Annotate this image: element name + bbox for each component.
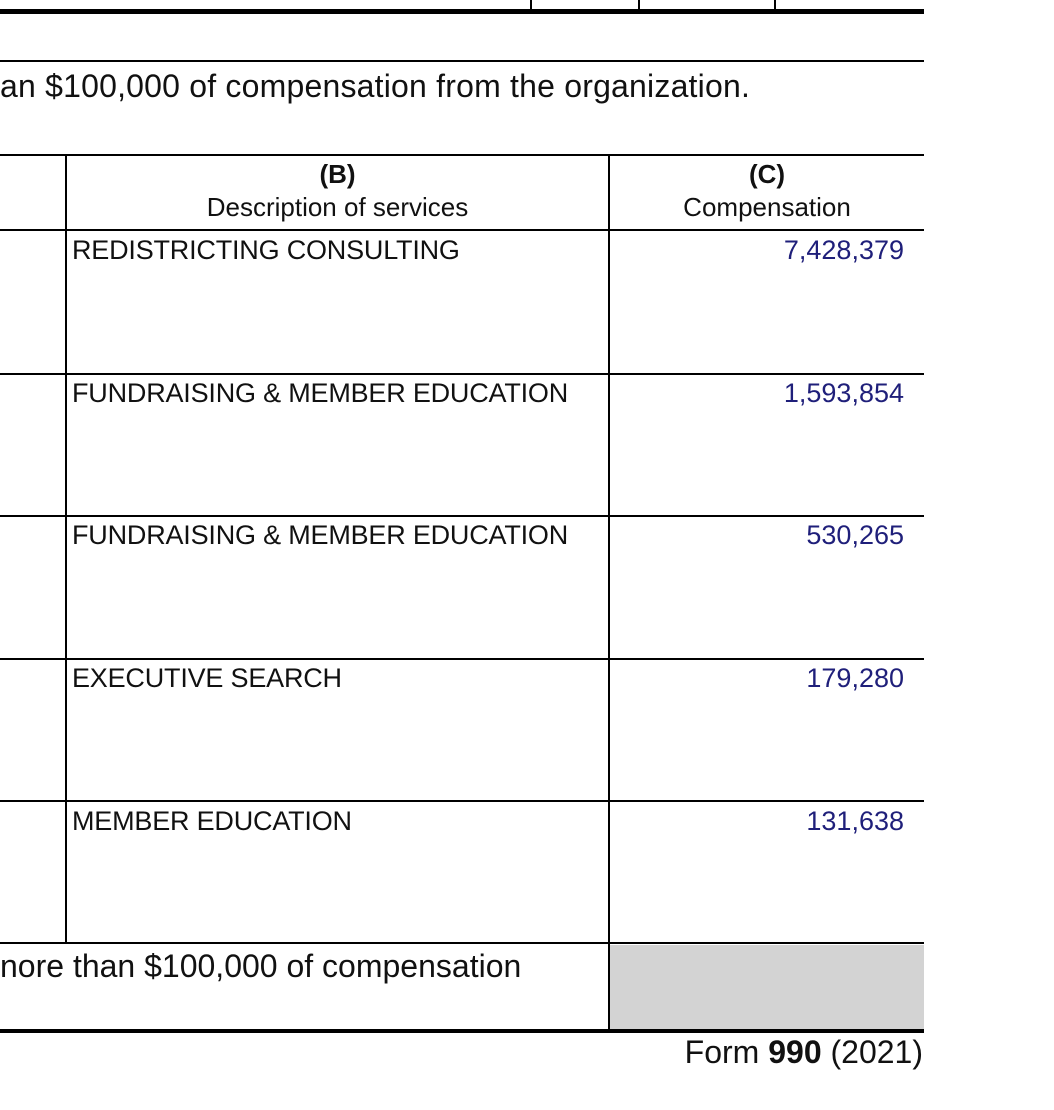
- table-bottom-thick-rule: [0, 1029, 924, 1033]
- shaded-cell: [610, 945, 924, 1030]
- section-rule: [0, 60, 924, 62]
- form-number: 990: [768, 1034, 822, 1070]
- column-header-description: [67, 160, 608, 225]
- section-intro-text: an $100,000 of compensation from the organization.: [0, 68, 751, 104]
- row-divider: [0, 658, 924, 660]
- row-compensation: 530,265: [806, 520, 904, 550]
- column-label-description: Description of services: [206, 191, 469, 222]
- row-compensation: 7,428,379: [783, 235, 904, 265]
- column-label-compensation: Compensation: [683, 191, 851, 222]
- table-body-bottom-border: [0, 942, 924, 944]
- form-year: (2021): [830, 1034, 923, 1070]
- top-cell-edge: [908, 0, 924, 11]
- contractor-count-text: nore than $100,000 of compensation: [0, 948, 522, 984]
- top-cell-divider: [530, 0, 532, 9]
- row-description: FUNDRAISING & MEMBER EDUCATION: [72, 520, 569, 550]
- header-bottom-border: [0, 229, 924, 231]
- table-top-border: [0, 154, 924, 156]
- column-header-compensation: [610, 160, 924, 225]
- top-thick-rule: [0, 9, 924, 14]
- row-divider: [0, 515, 924, 517]
- row-description: EXECUTIVE SEARCH: [72, 663, 342, 693]
- row-compensation: 1,593,854: [783, 378, 904, 408]
- row-divider: [0, 800, 924, 802]
- column-divider-right: [608, 154, 610, 1032]
- column-divider-left: [65, 154, 67, 944]
- row-compensation: 179,280: [806, 663, 904, 693]
- top-cell-divider: [638, 0, 640, 9]
- top-cell-divider: [774, 0, 776, 9]
- form-id: [685, 1034, 923, 1071]
- row-description: REDISTRICTING CONSULTING: [72, 235, 460, 265]
- form-prefix: Form: [684, 1034, 760, 1070]
- row-divider: [0, 373, 924, 375]
- column-letter-b: (B): [319, 159, 356, 189]
- row-compensation: 131,638: [806, 806, 904, 836]
- row-description: FUNDRAISING & MEMBER EDUCATION: [72, 378, 569, 408]
- row-description: MEMBER EDUCATION: [72, 806, 352, 836]
- column-letter-c: (C): [748, 159, 786, 189]
